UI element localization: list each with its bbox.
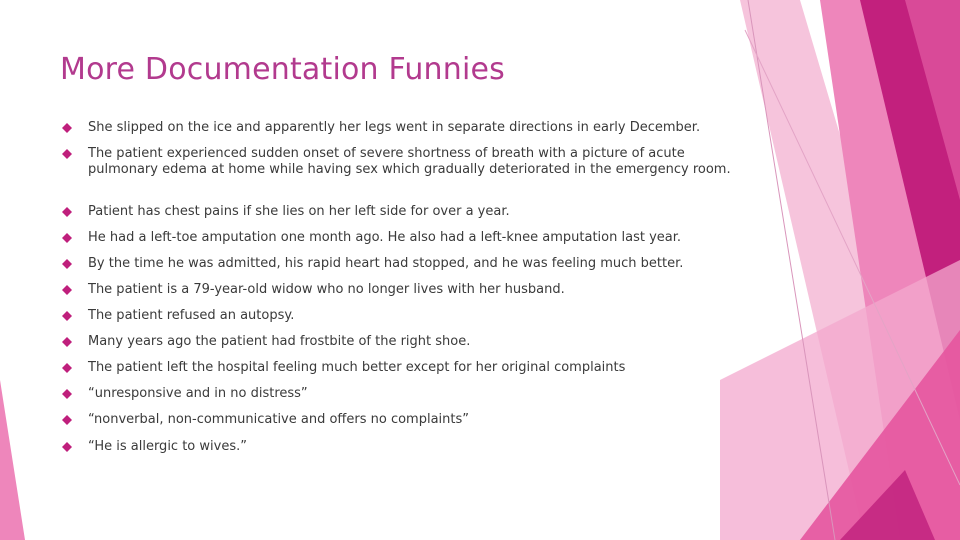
diamond-bullet-icon [62,207,72,217]
bullet-item [62,204,732,220]
diamond-bullet-icon [62,233,72,243]
bullet-text: He had a left-toe amputation one month ago. He also had a left-knee amputation last year. [88,230,682,245]
diamond-bullet-icon [62,311,72,321]
bullet-text: Many years ago the patient had frostbite of the right shoe. [88,334,471,349]
bullet-item [62,334,732,350]
diamond-bullet-icon [62,363,72,373]
diamond-bullet-icon [62,442,72,452]
diamond-bullet-icon [62,337,72,347]
bullet-item [62,360,732,376]
bullet-text: The patient refused an autopsy. [88,308,295,323]
bullet-text: By the time he was admitted, his rapid heart had stopped, and he was feeling much better. [88,256,684,271]
bullet-item [62,439,732,455]
diamond-bullet-icon [62,123,72,133]
slide-title: More Documentation Funnies [60,52,505,87]
bullet-item [62,256,732,272]
bullet-item [62,120,732,136]
diamond-bullet-icon [62,415,72,425]
bullet-item [62,230,732,246]
diamond-bullet-icon [62,285,72,295]
bullet-item [62,146,732,178]
diamond-bullet-icon [62,389,72,399]
bullet-text: “unresponsive and in no distress” [88,386,308,401]
diamond-bullet-icon [62,149,72,159]
bullet-item [62,282,732,298]
diamond-bullet-icon [62,259,72,269]
bullet-item [62,386,732,402]
bullet-text: Patient has chest pains if she lies on her left side for over a year. [88,204,510,219]
bullet-item [62,308,732,324]
bullet-text: The patient is a 79-year-old widow who no longer lives with her husband. [88,282,565,297]
bullet-item [62,412,732,428]
bullet-text: “nonverbal, non-communicative and offers no complaints” [88,412,469,427]
bullet-text: She slipped on the ice and apparently her legs went in separate directions in early December. [88,120,701,135]
bullet-text: The patient left the hospital feeling much better except for her original complaints [88,360,626,375]
bullet-text: The patient experienced sudden onset of severe shortness of breath with a picture of acute pulmonary edema at home while having sex which gradually deteriorated in the emergency room. [88,146,731,177]
bullet-text: “He is allergic to wives.” [88,439,247,454]
